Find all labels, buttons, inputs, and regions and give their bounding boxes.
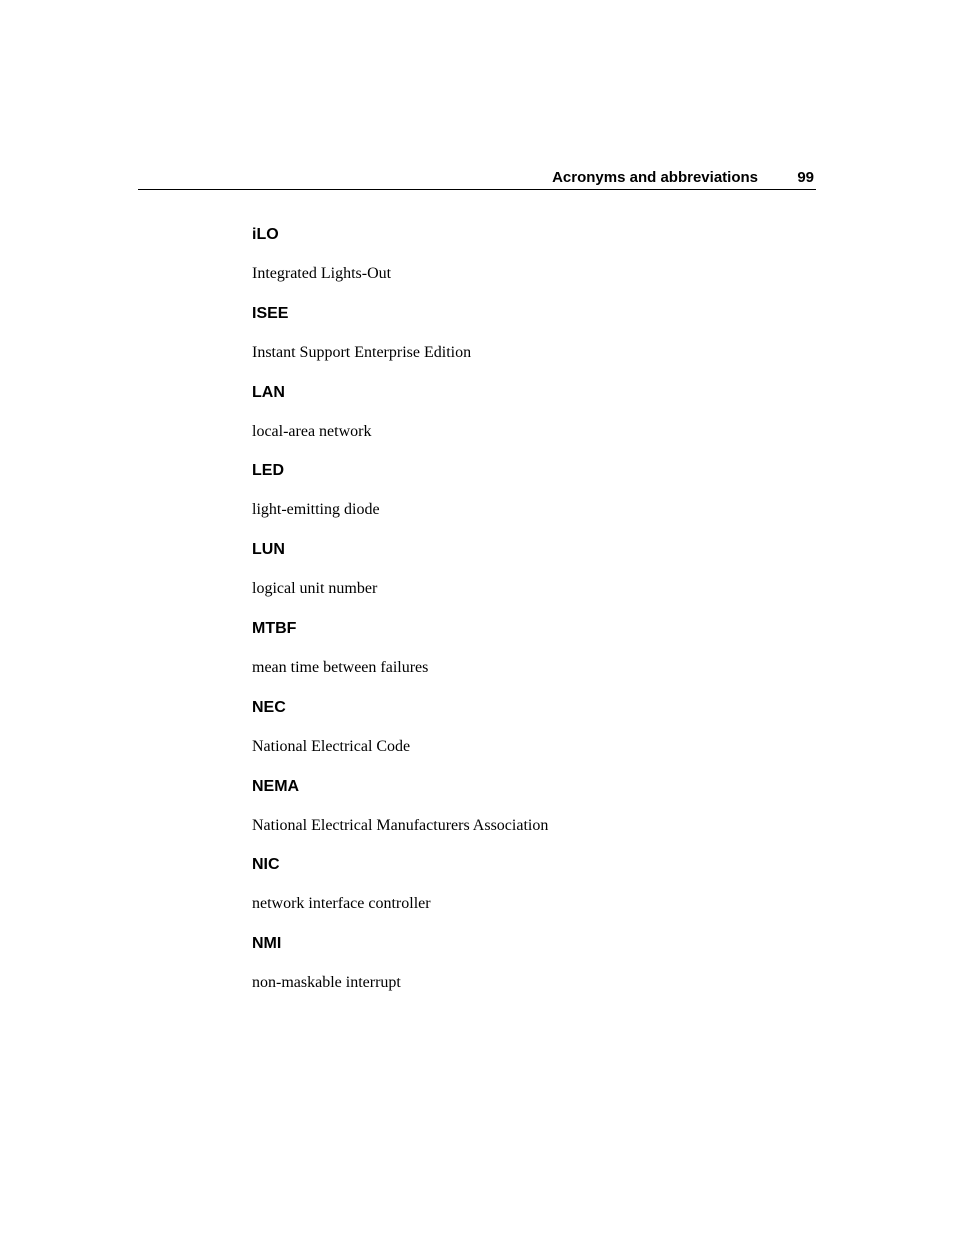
acronym-definition: logical unit number xyxy=(252,580,378,598)
acronym-term: LUN xyxy=(252,541,285,559)
acronym-definition: Integrated Lights-Out xyxy=(252,265,392,282)
acronym-term: iLO xyxy=(252,226,279,243)
acronym-entry xyxy=(252,935,812,1014)
acronym-term: NIC xyxy=(252,856,280,874)
acronym-term: LAN xyxy=(252,383,285,401)
acronym-definition: mean time between failures xyxy=(252,658,429,676)
acronym-definition: Instant Support Enterprise Edition xyxy=(252,343,472,361)
acronym-definition: National Electrical Manufacturers Association xyxy=(252,816,549,834)
acronym-entry xyxy=(252,226,812,305)
acronym-term: MTBF xyxy=(252,619,297,637)
acronym-term: LED xyxy=(252,462,284,480)
acronym-definition: local-area network xyxy=(252,422,372,440)
acronym-term: NMI xyxy=(252,935,282,953)
acronym-term: ISEE xyxy=(252,304,289,322)
acronym-entry xyxy=(252,778,812,857)
acronym-list xyxy=(252,226,812,1014)
acronym-definition: network interface controller xyxy=(252,895,431,913)
page-number: 99 xyxy=(797,169,814,186)
acronym-entry xyxy=(252,384,812,463)
acronym-definition: National Electrical Code xyxy=(252,737,411,755)
acronym-term: NEC xyxy=(252,698,286,716)
acronym-entry xyxy=(252,856,812,935)
acronym-entry xyxy=(252,305,812,384)
acronym-definition: light-emitting diode xyxy=(252,501,380,519)
acronym-entry xyxy=(252,620,812,699)
acronym-entry xyxy=(252,699,812,778)
acronym-entry xyxy=(252,462,812,541)
running-header-title: Acronyms and abbreviations xyxy=(552,169,758,186)
page-header xyxy=(138,167,816,190)
acronym-term: NEMA xyxy=(252,777,300,795)
acronym-entry xyxy=(252,541,812,620)
acronym-definition: non-maskable interrupt xyxy=(252,974,401,992)
